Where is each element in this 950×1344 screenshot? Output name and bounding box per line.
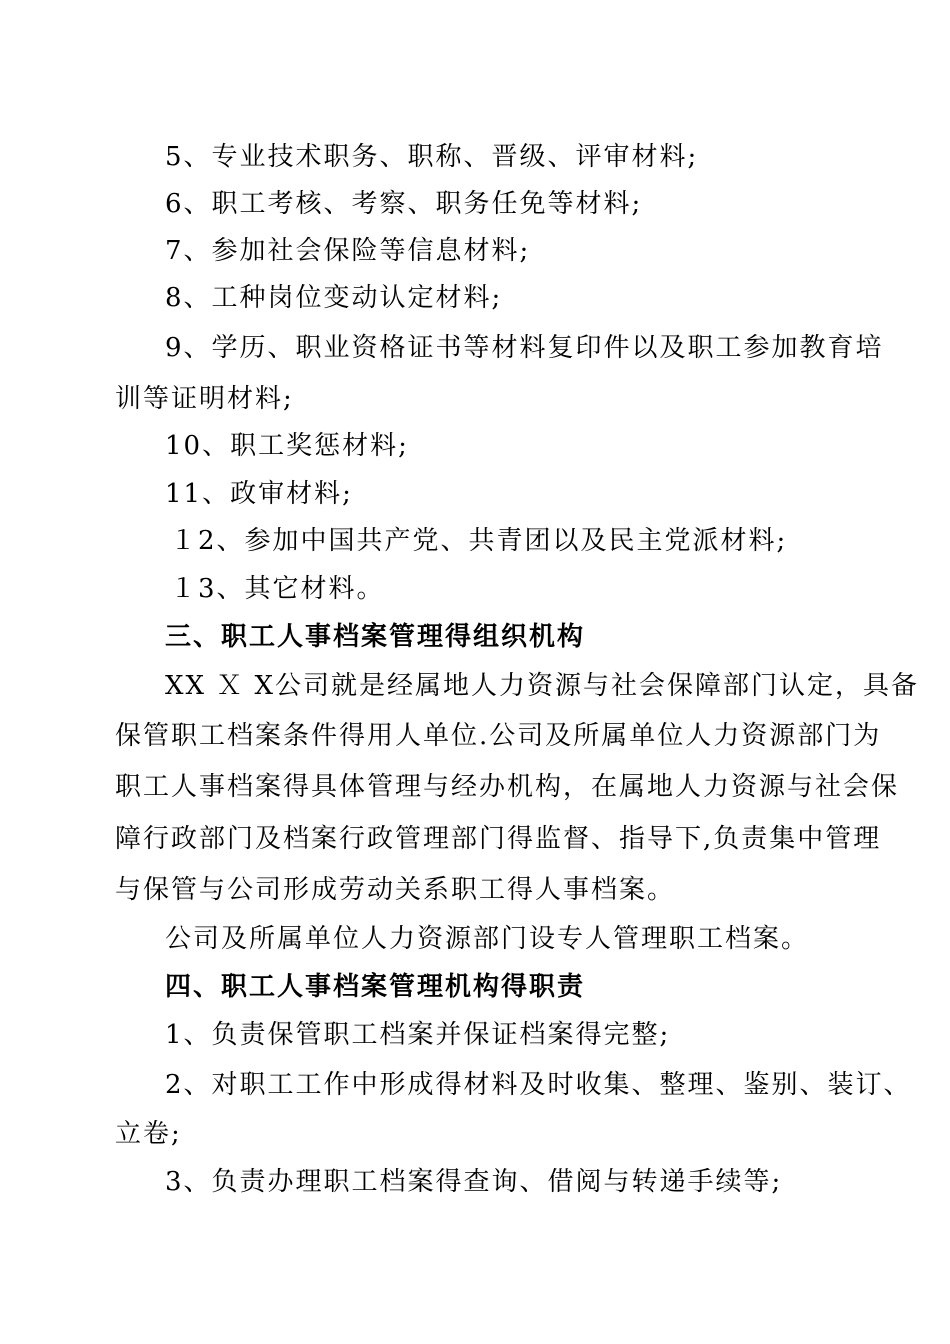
list-item: 1、负责保管职工档案并保证档案得完整; (165, 1020, 671, 1050)
paragraph-line: 与保管与公司形成劳动关系职工得人事档案。 (115, 875, 676, 905)
paragraph-line: 公司及所属单位人力资源部门设专人管理职工档案。 (165, 924, 810, 954)
paragraph-line: 职工人事档案得具体管理与经办机构，在属地人力资源与社会保 (115, 772, 900, 802)
list-item: 9、学历、职业资格证书等材料复印件以及职工参加教育培 (165, 333, 884, 363)
paragraph-line: 保管职工档案条件得用人单位.公司及所属单位人力资源部门为 (115, 721, 882, 751)
section-heading: 三、职工人事档案管理得组织机构 (165, 622, 586, 652)
list-item: １2、参加中国共产党、共青团以及民主党派材料; (170, 526, 788, 556)
list-item: 2、对职工工作中形成得材料及时收集、整理、鉴别、装订、 (165, 1070, 912, 1100)
list-item: 10、职工奖惩材料; (165, 431, 409, 461)
list-item-continuation: 立卷; (115, 1119, 182, 1149)
list-item: 6、职工考核、考察、职务任免等材料; (165, 189, 643, 219)
list-item: 11、政审材料; (165, 479, 353, 509)
section-heading: 四、职工人事档案管理机构得职责 (165, 972, 586, 1002)
list-item: １3、其它材料。 (170, 574, 385, 604)
list-item: 8、工种岗位变动认定材料; (165, 283, 503, 313)
paragraph-line: XX Ｘ X公司就是经属地人力资源与社会保障部门认定，具备 (165, 671, 920, 701)
list-item-continuation: 训等证明材料; (115, 384, 294, 414)
paragraph-line: 障行政部门及档案行政管理部门得监督、指导下,负责集中管理 (115, 824, 882, 854)
list-item: 3、负责办理职工档案得查询、借阅与转递手续等; (165, 1167, 783, 1197)
list-item: 7、参加社会保险等信息材料; (165, 236, 531, 266)
list-item: 5、专业技术职务、职称、晋级、评审材料; (165, 142, 699, 172)
